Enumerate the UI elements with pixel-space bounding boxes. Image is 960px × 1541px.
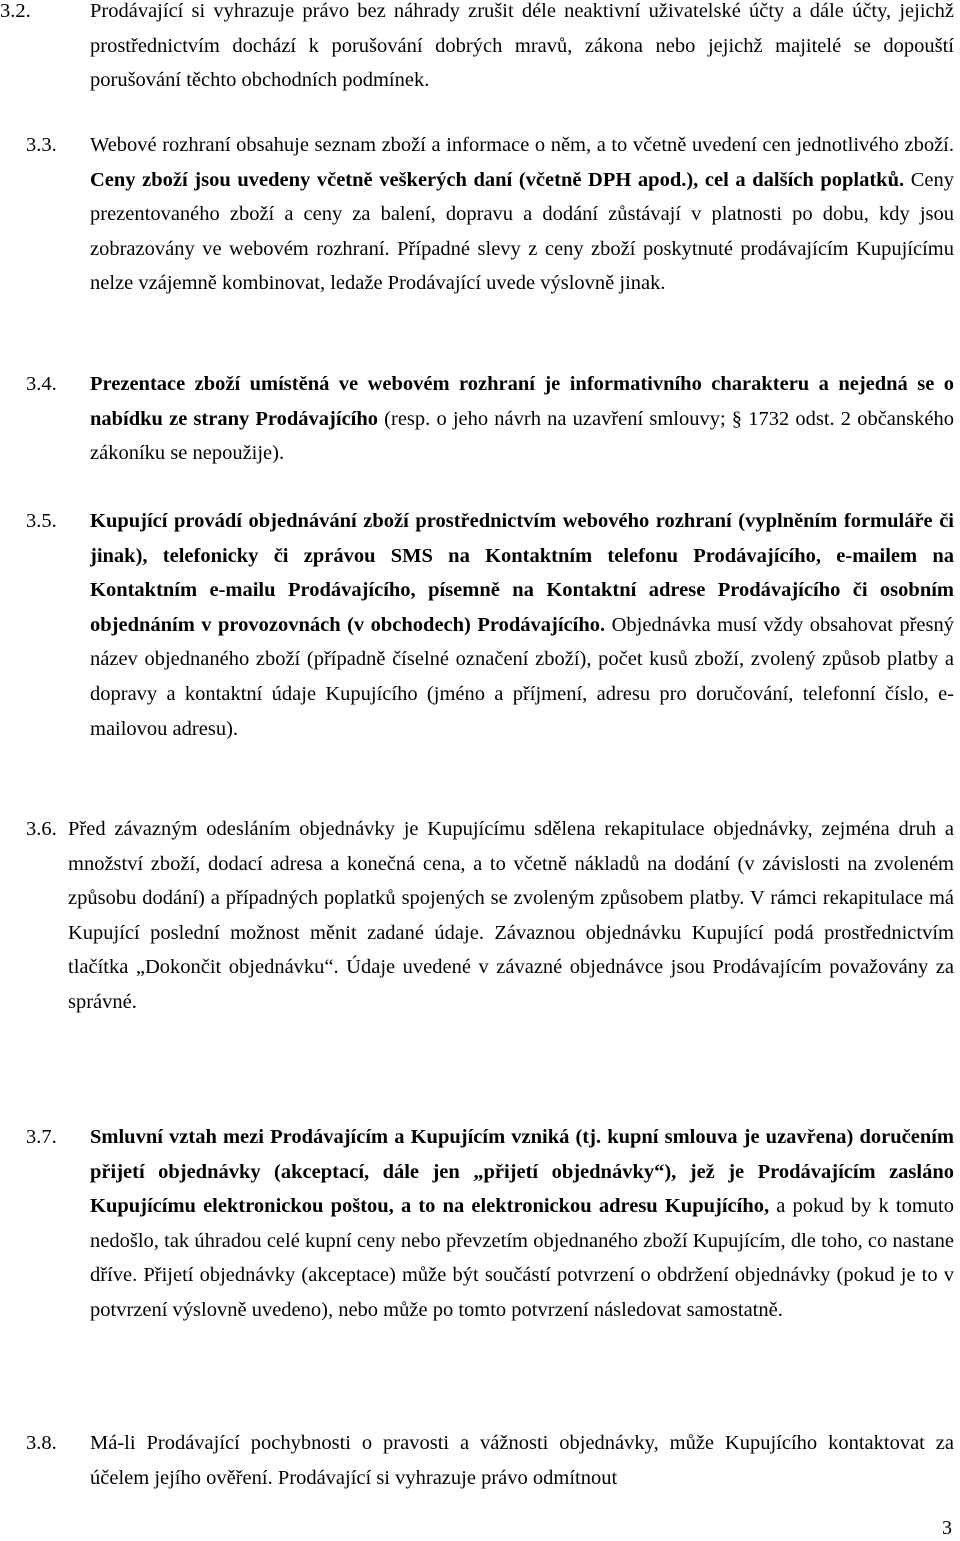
section-number: 3.5. bbox=[26, 510, 57, 532]
section-text-bold-part: Prezentace zboží umístěná ve webovém rozhraní je informativního charakteru a nejedná se o nabídku ze strany Prodávajícího bbox=[90, 373, 954, 430]
section-text-part: (resp. o jeho návrh na uzavření smlouvy; § 1732 odst. 2 občanského zákoníku se nepoužije). bbox=[90, 407, 954, 465]
section-text bbox=[90, 504, 954, 746]
section-text-part: Před závazným odesláním objednávky je Kupujícímu sdělena rekapitulace objednávky, zejména druh a množství zboží, dodací adresa a konečná cena, a to včetně nákladů na dodání (v závislosti na zvoleném způsobu dodání) a případných poplatků spojených se zvoleným způsobem platby. V rámci rekapitulace má Kupující poslední možnost měnit zadané údaje. Závaznou objednávku Kupující podá prostřednictvím tlačítka „Dokončit objednávku“. Údaje uvedené v závazné objednávce jsou Prodávajícím považovány za správné. bbox=[68, 818, 954, 1013]
section-3-3 bbox=[26, 128, 954, 301]
section-text bbox=[68, 812, 954, 1020]
section-number: 3.8. bbox=[26, 1432, 57, 1454]
section-3-8 bbox=[26, 1426, 954, 1495]
section-number: 3.4. bbox=[26, 373, 57, 395]
section-3-5 bbox=[26, 504, 954, 746]
section-3-6 bbox=[26, 812, 954, 1020]
section-text-part: Prodávající si vyhrazuje právo bez náhrady zrušit déle neaktivní uživatelské účty a dále účty, jejichž prostřednictvím dochází k porušování dobrých mravů, zákona nebo jejichž majitelé se dopouští porušování těchto obchodních podmínek. bbox=[90, 0, 954, 92]
section-text-bold-part: Kupující provádí objednávání zboží prostřednictvím webového rozhraní (vyplněním formuláře či jinak), telefonicky či zprávou SMS na Kontaktním telefonu Prodávajícího, e-mailem na Kontaktním e-mailu Prodávajícího, písemně na Kontaktní adrese Prodávajícího či osobním objednáním v provozovnách (v obchodech) Prodávajícího. bbox=[90, 510, 954, 636]
section-text-part: Webové rozhraní obsahuje seznam zboží a informace o něm, a to včetně uvedení cen jednotlivého zboží. bbox=[90, 134, 954, 156]
section-text bbox=[90, 1426, 954, 1495]
section-text-bold-part: Smluvní vztah mezi Prodávajícím a Kupujícím vzniká (tj. kupní smlouva je uzavřena) doručením přijetí objednávky (akceptací, dále jen „přijetí objednávky“), jež je Prodávajícím zasláno Kupujícímu elektronickou poštou, a to na elektronickou adresu Kupujícího, bbox=[90, 1126, 954, 1218]
section-text bbox=[90, 0, 954, 98]
page-number: 3 bbox=[942, 1517, 952, 1539]
section-3-2 bbox=[0, 0, 954, 98]
section-3-7 bbox=[26, 1120, 954, 1328]
section-text bbox=[90, 128, 954, 301]
section-3-4 bbox=[26, 367, 954, 471]
section-text-part: Má-li Prodávající pochybnosti o pravosti a vážnosti objednávky, může Kupujícího kontaktovat za účelem jejího ověření. Prodávající si vyhrazuje právo odmítnout bbox=[90, 1432, 954, 1489]
section-text-part: a pokud by k tomuto nedošlo, tak úhradou celé kupní ceny nebo převzetím objednaného zboží Kupujícím, dle toho, co nastane dříve. Přijetí objednávky (akceptace) může být součástí potvrzení o obdržení objednávky (pokud je to v potvrzení výslovně uvedeno), nebo může po tomto potvrzení následovat samostatně. bbox=[90, 1195, 954, 1321]
section-text bbox=[90, 1120, 954, 1328]
section-number: 3.6. bbox=[26, 818, 57, 840]
section-text-bold-part: Ceny zboží jsou uvedeny včetně veškerých daní (včetně DPH apod.), cel a dalších poplatků. bbox=[90, 168, 905, 191]
section-text-part: Ceny prezentovaného zboží a ceny za balení, dopravu a dodání zůstávají v platnosti po dobu, kdy jsou zobrazovány ve webovém rozhraní. Případné slevy z ceny zboží poskytnuté prodávajícím Kupujícímu nelze vzájemně kombinovat, ledaže Prodávající uvede výslovně jinak. bbox=[90, 168, 954, 295]
section-text bbox=[90, 367, 954, 471]
section-number: 3.2. bbox=[0, 0, 31, 22]
section-number: 3.7. bbox=[26, 1126, 57, 1148]
section-text-part: Objednávka musí vždy obsahovat přesný název objednaného zboží (případně číselné označení zboží), počet kusů zboží, zvolený způsob platby a dopravy a kontaktní údaje Kupujícího (jméno a příjmení, adresu pro doručování, telefonní číslo, e-mailovou adresu). bbox=[90, 613, 954, 740]
section-number: 3.3. bbox=[26, 134, 57, 156]
